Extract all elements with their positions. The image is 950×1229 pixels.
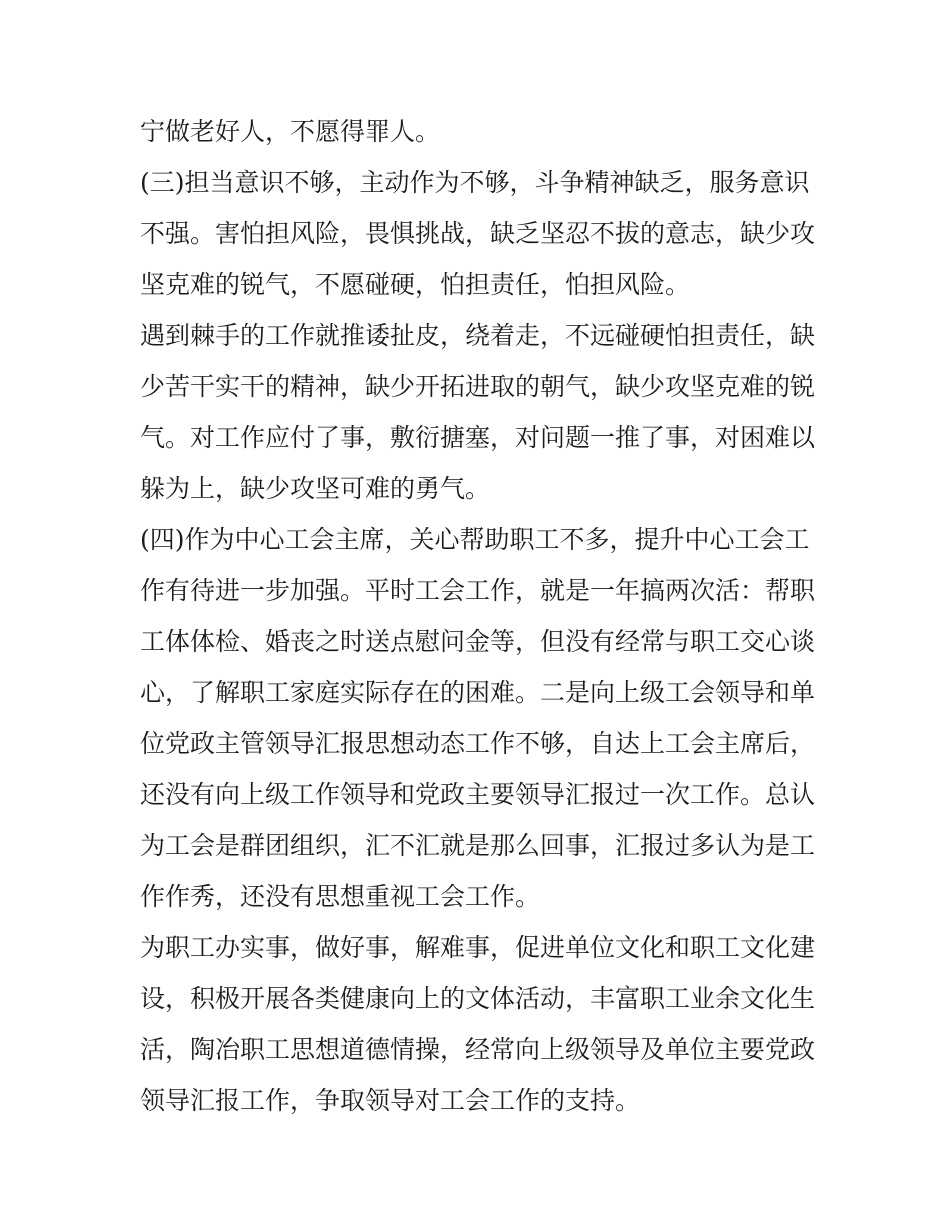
text-line: 领导汇报工作，争取领导对工会工作的支持。 — [140, 1086, 641, 1115]
text-line: 为工会是群团组织，汇不汇就是那么回事，汇报过多认为是工 — [140, 831, 816, 860]
text-line: (四)作为中心工会主席，关心帮助职工不多，提升中心工会工 — [140, 525, 810, 554]
text-line: 位党政主管领导汇报思想动态工作不够，自达上工会主席后， — [140, 729, 816, 758]
paragraph-section-three — [140, 157, 820, 310]
paragraph-section-four — [140, 514, 820, 922]
text-line: 作有待进一步加强。平时工会工作，就是一年搞两次活：帮职 — [140, 576, 816, 605]
text-line: 少苦干实干的精神，缺少开拓进取的朝气，缺少攻坚克难的锐 — [140, 372, 816, 401]
text-line: 遇到棘手的工作就推诿扯皮，绕着走，不远碰硬怕担责任，缺 — [140, 321, 816, 350]
paragraph-detail-one — [140, 310, 820, 514]
text-line: 躲为上，缺少攻坚可难的勇气。 — [140, 474, 491, 503]
text-line: 还没有向上级工作领导和党政主要领导汇报过一次工作。总认 — [140, 780, 816, 809]
text-line: 气。对工作应付了事，敷衍搪塞，对问题一推了事，对困难以 — [140, 423, 816, 452]
text-line: 设，积极开展各类健康向上的文体活动，丰富职工业余文化生 — [140, 984, 816, 1013]
text-line: 不强。害怕担风险，畏惧挑战，缺乏坚忍不拔的意志，缺少攻 — [140, 219, 816, 248]
paragraph-detail-two — [140, 922, 820, 1126]
text-line: 活，陶冶职工思想道德情操，经常向上级领导及单位主要党政 — [140, 1035, 816, 1064]
text-line: (三)担当意识不够，主动作为不够，斗争精神缺乏，服务意识 — [140, 168, 810, 197]
text-line: 坚克难的锐气，不愿碰硬，怕担责任，怕担风险。 — [140, 270, 691, 299]
paragraph-continuation — [140, 106, 820, 157]
text-line: 工体体检、婚丧之时送点慰问金等，但没有经常与职工交心谈 — [140, 627, 816, 656]
text-line: 心，了解职工家庭实际存在的困难。二是向上级工会领导和单 — [140, 678, 816, 707]
document-body — [140, 106, 820, 1126]
text-line: 为职工办实事，做好事，解难事，促进单位文化和职工文化建 — [140, 933, 816, 962]
text-line: 作作秀，还没有思想重视工会工作。 — [140, 882, 541, 911]
text-line: 宁做老好人，不愿得罪人。 — [140, 117, 441, 146]
